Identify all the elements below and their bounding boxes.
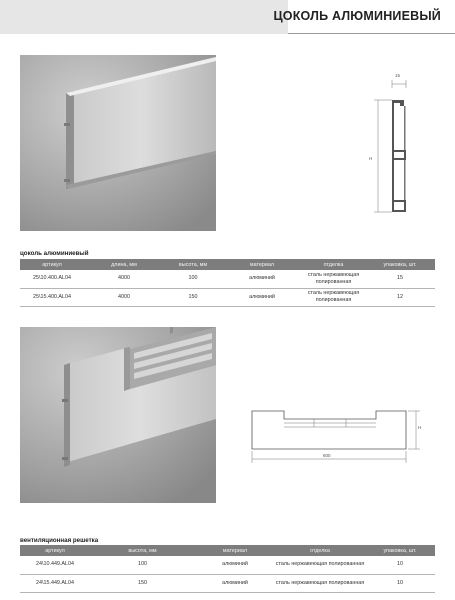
table-cell: 10 [365, 556, 435, 574]
table-row [20, 270, 435, 288]
column-header: упаковка, шт. [365, 545, 435, 556]
column-header: высота, мм [164, 259, 222, 270]
table-cell: 24\10.449.AL04 [20, 556, 90, 574]
table-row [20, 288, 435, 306]
grille-photo [20, 327, 216, 503]
grille-drawing [244, 405, 424, 467]
table-cell: алюминий [195, 556, 275, 574]
column-header: длина, мм [84, 259, 164, 270]
column-header: высота, мм [90, 545, 195, 556]
column-header: материал [222, 259, 302, 270]
table-cell: 12 [365, 288, 435, 306]
column-header: упаковка, шт. [365, 259, 435, 270]
table-cell: 25\10.400.AL04 [20, 270, 84, 288]
table-cell: сталь нержавеющая полированная [275, 556, 365, 574]
page-header [0, 0, 455, 34]
dimension-height-label: H [418, 425, 422, 430]
table-cell: 4000 [84, 288, 164, 306]
column-header: отделка [275, 545, 365, 556]
table-cell: 25\15.400.AL04 [20, 288, 84, 306]
dimension-width-label: 600 [323, 453, 331, 458]
table-cell: сталь нержавеющая полированная [275, 574, 365, 592]
table-cell: сталь нержавеющая полированная [302, 288, 365, 306]
table-row [20, 574, 435, 592]
plinth-profile-drawing [360, 70, 435, 220]
column-header: артикул [20, 545, 90, 556]
header-rule [288, 33, 455, 34]
table-header-row [20, 259, 435, 270]
table-cell: 100 [90, 556, 195, 574]
table-cell: 4000 [84, 270, 164, 288]
table-cell: 24\15.449.AL04 [20, 574, 90, 592]
column-header: материал [195, 545, 275, 556]
table-cell: 150 [164, 288, 222, 306]
plinth-photo [20, 55, 216, 231]
column-header: артикул [20, 259, 84, 270]
section-title: цоколь алюминиевый [20, 250, 89, 257]
spec-table [20, 545, 435, 593]
table-cell: алюминий [195, 574, 275, 592]
table-cell: 100 [164, 270, 222, 288]
table-row [20, 556, 435, 574]
table-cell: 10 [365, 574, 435, 592]
table-cell: 15 [365, 270, 435, 288]
table-cell: алюминий [222, 288, 302, 306]
spec-table [20, 259, 435, 307]
header-band [0, 0, 288, 34]
page-title: ЦОКОЛЬ АЛЮМИНИЕВЫЙ [273, 9, 441, 23]
table-cell: 150 [90, 574, 195, 592]
table-cell: алюминий [222, 270, 302, 288]
column-header: отделка [302, 259, 365, 270]
section-title: вентиляционная решетка [20, 537, 99, 544]
table-header-row [20, 545, 435, 556]
dimension-top-label: 15 [395, 73, 401, 78]
dimension-height-label: H [369, 156, 373, 161]
table-cell: сталь нержавеющая полированная [302, 270, 365, 288]
